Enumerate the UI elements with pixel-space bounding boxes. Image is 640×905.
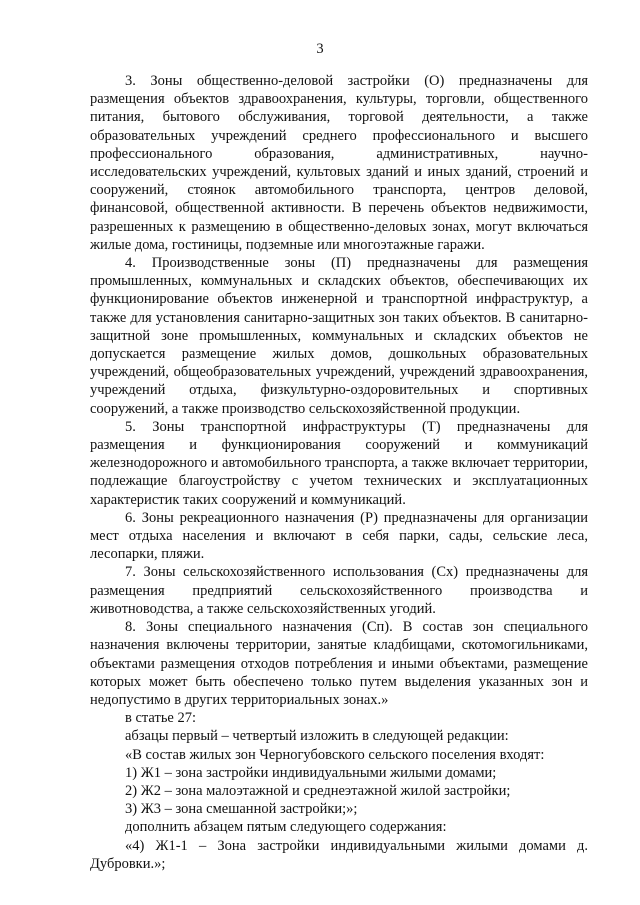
list-item-zh2: 2) Ж2 – зона малоэтажной и среднеэтажной жилой застройки; — [125, 782, 511, 799]
page-number: 3 — [316, 41, 324, 57]
paragraph-zone-sx: 7. Зоны сельскохозяйственного использования (Сх) предназначены для размещения предприятий сельскохозяйственного производства и животноводства, а также сельскохозяйственных угодий. — [90, 564, 588, 617]
paragraph-zone-sp: 8. Зоны специального назначения (Сп). В состав зон специального назначения включены территории, занятые кладбищами, скотомогильниками, объектами размещения отходов потребления и иными объектами, размещение которых может быть обеспечено только путем выделения указанных зон и недопустимо в других территориальных зонах.» — [90, 619, 588, 708]
paragraph-zone-t: 5. Зоны транспортной инфраструктуры (Т) предназначены для размещения и функционирования сооружений и коммуникаций железнодорожного и автомобильного транспорта, а также включает территории, подлежащие благоустройству с учетом технических и эксплуатационных характеристик таких сооружений и коммуникаций. — [90, 418, 588, 508]
paragraph-article-27: в статье 27: — [125, 710, 197, 727]
list-item-zh1: 1) Ж1 – зона застройки индивидуальными жилыми домами; — [125, 764, 497, 781]
paragraph-zone-p: 4. Производственные зоны (П) предназначены для размещения промышленных, коммунальных и складских объектов, обеспечивающих их функционирование объектов инженерной и транспортной инфраструктур, а также для установления санитарно-защитных зон таких объектов. В санитарно-защитной зоне промышленных, коммунальных и складских объектов не допускается размещение жилых домов, дошкольных образовательных учреждений, общеобразовательных учреждений, учреждений здравоохранения, учреждений отдыха, физкультурно-оздоровительных и спортивных сооружений, а также производство сельскохозяйственной продукции. — [90, 255, 588, 417]
list-item-zh1-1: «4) Ж1-1 – Зона застройки индивидуальными жилыми домами д. Дубровки.»; — [90, 837, 588, 872]
paragraph-amend-instruction: абзацы первый – четвертый изложить в следующей редакции: — [125, 728, 509, 745]
paragraph-zone-o: 3. Зоны общественно-деловой застройки (О) предназначены для размещения объектов здравоохранения, культуры, торговли, общественного питания, бытового обслуживания, торговой деятельности, а также образовательных учреждений среднего профессионального и высшего профессионального образования, административных, научно-исследовательских учреждений, культовых зданий и иных зданий, строений и сооружений, стоянок автомобильного транспорта, центров деловой, финансовой, общественной активности. В перечень объектов недвижимости, разрешенных к размещению в общественно-деловых зонах, могут включаться жилые дома, гостиницы, подземные или многоэтажные гаражи. — [90, 73, 588, 253]
list-item-zh3: 3) Ж3 – зона смешанной застройки;»; — [125, 801, 358, 818]
document-body — [90, 72, 588, 873]
paragraph-add-fifth: дополнить абзацем пятым следующего содержания: — [125, 819, 447, 836]
paragraph-zone-r: 6. Зоны рекреационного назначения (Р) предназначены для организации мест отдыха населения и включают в себя парки, сады, сельские леса, лесопарки, пляжи. — [90, 509, 588, 563]
paragraph-residential-zones-intro: «В состав жилых зон Черногубовского сельского поселения входят: — [125, 746, 545, 763]
